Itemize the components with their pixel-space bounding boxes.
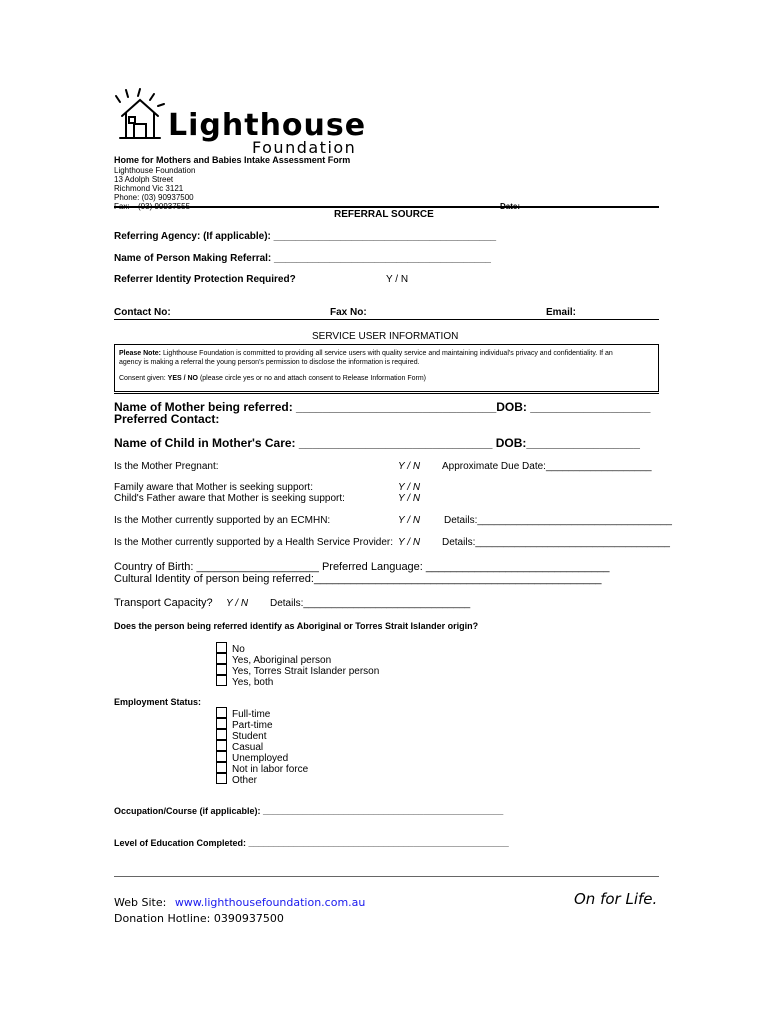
referrer-name-field[interactable]: Name of Person Making Referral: _______________________________________: [114, 253, 491, 264]
employment-option-label: Other: [232, 775, 258, 786]
logo-sub: Foundation: [252, 138, 357, 157]
date-label: Date:: [500, 202, 521, 211]
referral-heading: REFERRAL SOURCE: [334, 209, 434, 220]
checkbox-icon[interactable]: [216, 729, 227, 740]
aboriginal-option-label: Yes, Torres Strait Islander person: [232, 666, 380, 677]
checkbox-icon[interactable]: [216, 707, 227, 718]
fax-no-field[interactable]: Fax No:: [330, 307, 367, 318]
checkbox-icon[interactable]: [216, 751, 227, 762]
logo-name: Lighthouse: [168, 108, 367, 143]
contact-no-field[interactable]: Contact No:: [114, 307, 171, 318]
email-field[interactable]: Email:: [546, 307, 577, 318]
consent-line: [119, 375, 426, 382]
note-label: Please Note:: [119, 350, 162, 357]
footer-rule: [114, 876, 659, 877]
father-aware-label: Child's Father aware that Mother is seeking support:: [114, 493, 345, 504]
employment-option[interactable]: [216, 773, 257, 786]
lighthouse-logo-icon: [110, 86, 170, 146]
employment-label: Employment Status:: [114, 697, 202, 707]
transport-label: Transport Capacity?: [114, 597, 213, 609]
employment-option-label: Not in labor force: [232, 764, 309, 775]
note-box: [114, 344, 659, 392]
employment-option-label: Casual: [232, 742, 264, 753]
mother-name-field[interactable]: Name of Mother being referred: ______________________________DOB: __________________: [114, 400, 651, 414]
checkbox-icon[interactable]: [216, 740, 227, 751]
consent-pre: Consent given:: [119, 375, 168, 382]
due-date-field[interactable]: Approximate Due Date:___________________: [442, 461, 652, 472]
header-rule: [114, 206, 659, 208]
aboriginal-option-label: No: [232, 644, 245, 655]
note-text-2: agency is making a referral the young person's permission to disclose the information is required.: [119, 359, 420, 366]
pregnant-label: Is the Mother Pregnant:: [114, 461, 219, 472]
country-language-field[interactable]: Country of Birth: ____________________ Preferred Language: ______________________________: [114, 561, 610, 573]
org-fax-label: Fax:: [114, 202, 130, 211]
cultural-identity-field[interactable]: Cultural Identity of person being referred:_______________________________________________: [114, 573, 602, 585]
note-text: Lighthouse Foundation is committed to providing all service users with quality service and maintaining individual's privacy and confidentiality. If an: [161, 350, 613, 357]
occupation-field[interactable]: Occupation/Course (if applicable): ________________________________________________: [114, 806, 504, 816]
checkbox-icon[interactable]: [216, 773, 227, 784]
website-line: [114, 896, 365, 909]
father-aware-yn[interactable]: Y / N: [398, 493, 421, 504]
ecmhn-yn[interactable]: Y / N: [398, 515, 421, 526]
org-name: Lighthouse Foundation: [114, 166, 196, 175]
checkbox-icon[interactable]: [216, 653, 227, 664]
checkbox-icon[interactable]: [216, 762, 227, 773]
education-field[interactable]: Level of Education Completed: ____________________________________________________: [114, 838, 509, 848]
logo: [110, 86, 370, 158]
service-heading: SERVICE USER INFORMATION: [312, 331, 459, 342]
website-label: Web Site:: [114, 896, 167, 909]
checkbox-icon[interactable]: [216, 664, 227, 675]
hsp-label: Is the Mother currently supported by a Health Service Provider:: [114, 537, 394, 548]
aboriginal-option-label: Yes, Aboriginal person: [232, 655, 332, 666]
aboriginal-option-label: Yes, both: [232, 677, 274, 688]
tagline: On for Life.: [574, 890, 658, 908]
pregnant-yn[interactable]: Y / N: [398, 461, 421, 472]
donation-hotline: Donation Hotline: 0390937500: [114, 912, 284, 925]
identity-protection-label: Referrer Identity Protection Required?: [114, 274, 296, 285]
transport-details-field[interactable]: Details:______________________________: [270, 598, 471, 609]
family-aware-yn[interactable]: Y / N: [398, 482, 421, 493]
employment-option-label: Full-time: [232, 709, 271, 720]
consent-post: (please circle yes or no and attach consent to Release Information Form): [198, 375, 426, 382]
hsp-details-field[interactable]: Details:___________________________________: [442, 537, 670, 548]
note-line-1: [119, 350, 613, 357]
child-name-field[interactable]: Name of Child in Mother's Care: _____________________________ DOB:_________________: [114, 436, 640, 450]
org-city: Richmond Vic 3121: [114, 184, 184, 193]
org-phone: Phone: (03) 90937500: [114, 193, 194, 202]
ecmhn-details-field[interactable]: Details:___________________________________: [444, 515, 672, 526]
org-fax-value: (03) 90937555: [138, 202, 191, 211]
hsp-yn[interactable]: Y / N: [398, 537, 421, 548]
aboriginal-option[interactable]: [216, 675, 273, 688]
checkbox-icon[interactable]: [216, 642, 227, 653]
website-link[interactable]: www.lighthousefoundation.com.au: [174, 896, 366, 909]
family-aware-label: Family aware that Mother is seeking support:: [114, 482, 313, 493]
ecmhn-label: Is the Mother currently supported by an ECMHN:: [114, 515, 331, 526]
checkbox-icon[interactable]: [216, 675, 227, 686]
employment-option-label: Part-time: [232, 720, 273, 731]
employment-option-label: Unemployed: [232, 753, 289, 764]
org-street: 13 Adolph Street: [114, 175, 174, 184]
identity-protection-yn[interactable]: Y / N: [386, 274, 409, 285]
referring-agency-field[interactable]: Referring Agency: (If applicable): ________________________________________: [114, 231, 497, 242]
consent-yes-no[interactable]: YES / NO: [167, 375, 198, 382]
checkbox-icon[interactable]: [216, 718, 227, 729]
referral-rule: [114, 319, 659, 320]
form-title: Home for Mothers and Babies Intake Assessment Form: [114, 155, 351, 165]
employment-option-label: Student: [232, 731, 267, 742]
service-rule: [114, 393, 659, 394]
preferred-contact-field[interactable]: Preferred Contact:: [114, 412, 220, 426]
transport-yn[interactable]: Y / N: [226, 598, 249, 609]
aboriginal-question: Does the person being referred identify as Aboriginal or Torres Strait Islander origin?: [114, 621, 479, 631]
